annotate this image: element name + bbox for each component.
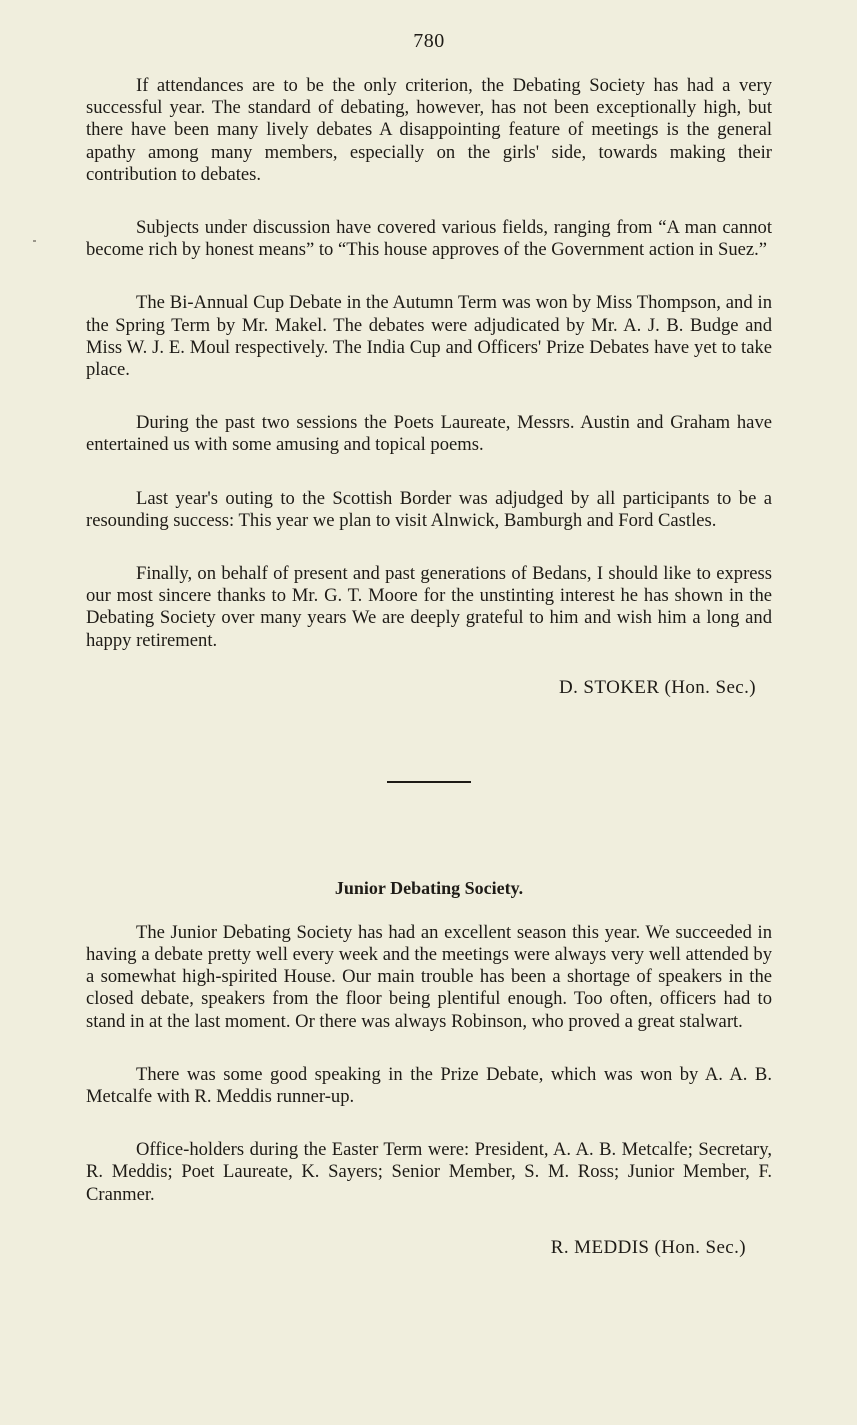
debating-society-report — [86, 75, 772, 699]
paper-speck — [33, 240, 36, 242]
paragraph-outing: Last year's outing to the Scottish Border was adjudged by all participants to be a resounding success: This year we plan to visit Alnwick, Bamburgh and Ford Castles. — [86, 487, 772, 531]
page-number: 780 — [413, 30, 445, 52]
paragraph-junior-season: The Junior Debating Society has had an excellent season this year. We succeeded in having a debate pretty well every week and the meetings were always very well attended by a somewhat high-spirited House. Our main trouble has been a shortage of speakers in the closed debate, speakers from the floor being plentiful enough. Too often, officers had to stand in at the last moment. Or there was always Robinson, who proved a great stalwart. — [86, 921, 772, 1032]
paragraph-office-holders: Office-holders during the Easter Term were: President, A. A. B. Metcalfe; Secretary, R. Meddis; Poet Laureate, K. Sayers; Senior Member, S. M. Ross; Junior Member, F. Cranmer. — [86, 1139, 772, 1205]
document-page — [86, 30, 772, 1259]
paragraph-thanks: Finally, on behalf of present and past generations of Bedans, I should like to express our most sincere thanks to Mr. G. T. Moore for the unstinting interest he has shown in the Debating Society over many years We are deeply grateful to him and wish him a long and happy retirement. — [86, 563, 772, 651]
paragraph-cup-debate: The Bi-Annual Cup Debate in the Autumn Term was won by Miss Thompson, and in the Spring Term by Mr. Makel. The debates were adjudicated by Mr. A. J. B. Budge and Miss W. J. E. Moul respectively. The India Cup and Officers' Prize Debates have yet to take place. — [86, 292, 772, 381]
section-divider — [387, 781, 471, 783]
signature-meddis: R. MEDDIS (Hon. Sec.) — [550, 1236, 746, 1258]
junior-debating-society-report — [86, 878, 772, 1259]
paragraph-subjects: Subjects under discussion have covered various fields, ranging from “A man cannot become rich by honest means” to “This house approves of the Government action in Suez.” — [86, 217, 772, 261]
paragraph-poets-laureate: During the past two sessions the Poets Laureate, Messrs. Austin and Graham have entertained us with some amusing and topical poems. — [86, 412, 772, 456]
paragraph-attendance: If attendances are to be the only criterion, the Debating Society has had a very successful year. The standard of debating, however, has not been exceptionally high, but there have been many lively debates A disappointing feature of meetings is the general apathy among many members, especially on the girls' side, towards making their contribution to debates. — [86, 75, 772, 185]
section-heading: Junior Debating Society. — [334, 877, 524, 898]
signature-stoker: D. STOKER (Hon. Sec.) — [559, 676, 756, 698]
paragraph-prize-debate: There was some good speaking in the Prize Debate, which was won by A. A. B. Metcalfe with R. Meddis runner-up. — [86, 1063, 772, 1108]
